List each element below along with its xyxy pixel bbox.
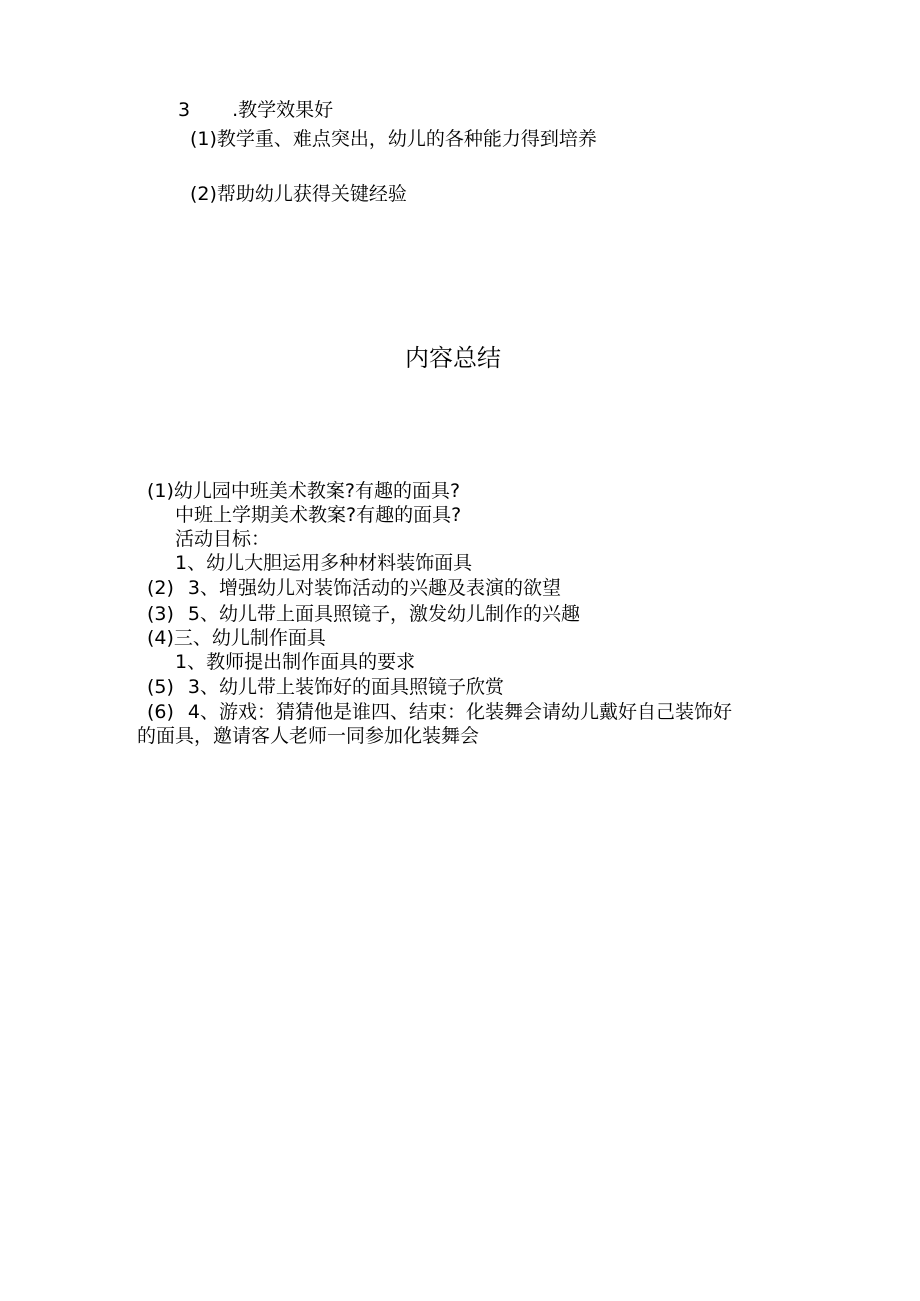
section-3-heading — [178, 98, 333, 122]
section-heading-text: .教学效果好 — [232, 99, 334, 121]
summary-line — [147, 675, 504, 699]
line-text: 3、幼儿带上装饰好的面具照镜子欣赏 — [187, 676, 505, 698]
section-number: 3 — [178, 99, 191, 121]
section-3-item-1 — [190, 127, 597, 151]
line-text: 1、教师提出制作面具的要求 — [175, 651, 416, 673]
summary-line — [175, 650, 415, 674]
line-marker: (6) — [147, 701, 174, 723]
summary-line — [147, 626, 326, 650]
line-text: 三、幼儿制作面具 — [173, 627, 326, 649]
summary-line — [175, 503, 461, 527]
summary-line — [147, 602, 580, 626]
item-text: 教学重、难点突出，幼儿的各种能力得到培养 — [216, 128, 597, 150]
line-marker: (2) — [147, 577, 174, 599]
line-text: 3、增强幼儿对装饰活动的兴趣及表演的欲望 — [187, 577, 562, 599]
line-marker: (3) — [147, 603, 174, 625]
line-text: 的面具，邀请客人老师一同参加化装舞会 — [137, 725, 480, 747]
line-text: 5、幼儿带上面具照镜子，激发幼儿制作的兴趣 — [187, 603, 581, 625]
summary-line — [137, 724, 479, 748]
summary-line — [175, 527, 270, 551]
line-marker: (4) — [147, 627, 174, 649]
summary-line — [147, 700, 732, 724]
summary-line — [147, 576, 561, 600]
summary-line — [175, 551, 472, 575]
line-text: 中班上学期美术教案?有趣的面具? — [175, 504, 462, 526]
line-marker: (1) — [147, 480, 174, 502]
section-3-item-2 — [190, 182, 407, 206]
line-text: 活动目标： — [175, 528, 271, 550]
item-text: 帮助幼儿获得关键经验 — [216, 183, 407, 205]
line-text: 1、幼儿大胆运用多种材料装饰面具 — [175, 552, 473, 574]
item-marker: (1) — [190, 128, 217, 150]
summary-title: 内容总结 — [405, 344, 501, 372]
item-marker: (2) — [190, 183, 217, 205]
line-marker: (5) — [147, 676, 174, 698]
line-text: 4、游戏：猜猜他是谁四、结束：化装舞会请幼儿戴好自己装饰好 — [187, 701, 733, 723]
line-text: 幼儿园中班美术教案?有趣的面具? — [173, 480, 461, 502]
summary-line — [147, 479, 460, 503]
